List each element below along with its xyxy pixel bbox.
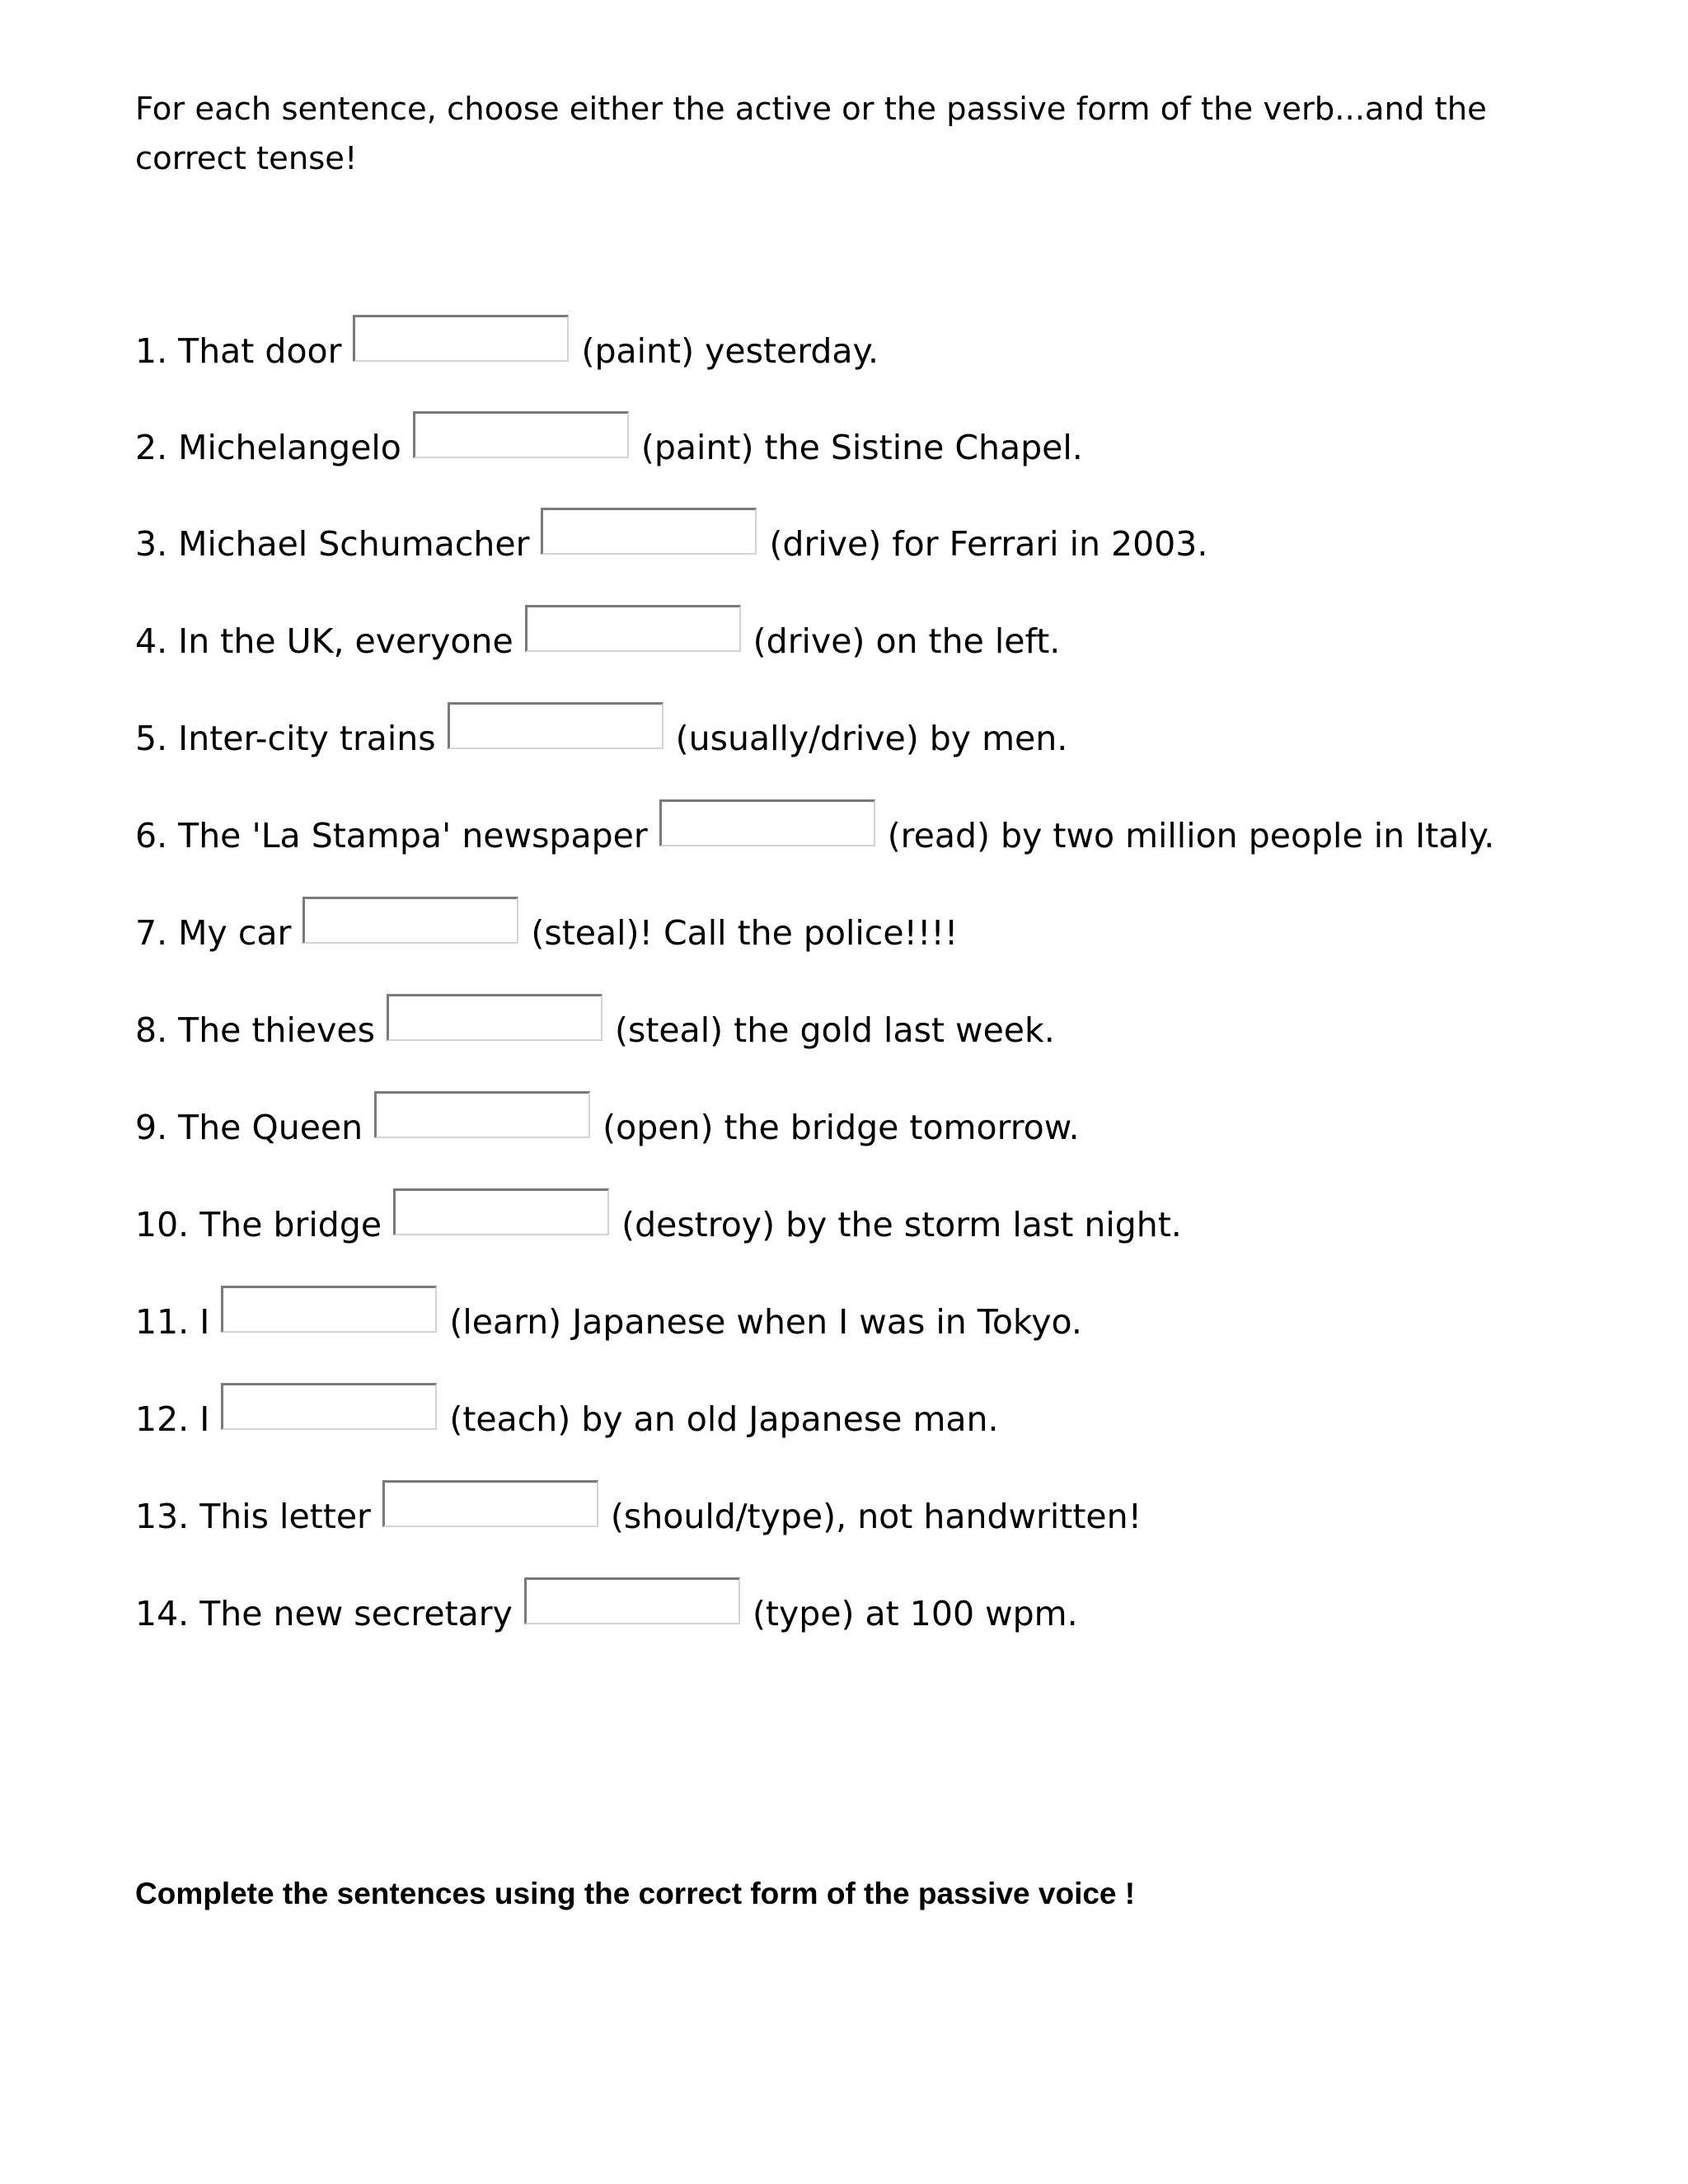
question-10 [135,1188,1182,1246]
question-suffix: (usually/drive) by men. [675,719,1068,758]
question-suffix: (steal)! Call the police!!!! [531,913,959,953]
answer-input-12[interactable] [221,1383,437,1430]
question-7 [135,897,958,954]
question-11 [135,1286,1082,1343]
answer-input-7[interactable] [302,897,518,944]
question-suffix: (type) at 100 wpm. [752,1594,1078,1633]
question-suffix: (steal) the gold last week. [614,1010,1055,1050]
answer-input-6[interactable] [659,799,875,846]
question-14 [135,1577,1078,1635]
answer-input-9[interactable] [374,1091,590,1138]
question-suffix: (should/type), not handwritten! [610,1497,1142,1536]
question-prefix: 13. This letter [135,1497,371,1536]
answer-input-3[interactable] [541,508,757,555]
question-prefix: 10. The bridge [135,1205,382,1244]
question-prefix: 1. That door [135,331,342,371]
question-prefix: 9. The Queen [135,1108,363,1147]
answer-input-10[interactable] [393,1188,609,1235]
answer-input-8[interactable] [387,994,603,1041]
question-prefix: 2. Michelangelo [135,428,401,467]
footer-instruction: Complete the sentences using the correct form of the passive voice ! [135,1877,1136,1910]
question-suffix: (drive) for Ferrari in 2003. [769,524,1208,564]
question-suffix: (learn) Japanese when I was in Tokyo. [449,1302,1082,1342]
question-prefix: 5. Inter-city trains [135,719,436,758]
question-1 [135,315,879,373]
question-prefix: 3. Michael Schumacher [135,524,530,564]
question-8 [135,994,1055,1052]
instructions-text: For each sentence, choose either the active or the passive form of the verb...and the correct tense! [135,91,1487,177]
question-prefix: 14. The new secretary [135,1594,513,1633]
answer-input-5[interactable] [448,702,663,749]
question-9 [135,1091,1080,1149]
question-suffix: (open) the bridge tomorrow. [603,1108,1080,1147]
answer-input-1[interactable] [353,315,569,362]
question-prefix: 12. I [135,1399,210,1439]
question-suffix: (paint) yesterday. [581,331,879,371]
question-3 [135,508,1207,565]
question-prefix: 4. In the UK, everyone [135,621,513,661]
question-suffix: (read) by two million people in Italy. [887,816,1495,855]
question-6 [135,799,1494,857]
question-prefix: 8. The thieves [135,1010,375,1050]
question-prefix: 6. The 'La Stampa' newspaper [135,816,648,855]
answer-input-14[interactable] [524,1577,740,1624]
question-suffix: (drive) on the left. [753,621,1061,661]
question-suffix: (teach) by an old Japanese man. [449,1399,999,1439]
question-suffix: (paint) the Sistine Chapel. [640,428,1083,467]
answer-input-2[interactable] [413,411,629,458]
answer-input-13[interactable] [382,1480,598,1527]
question-5 [135,702,1067,760]
question-2 [135,411,1083,469]
question-13 [135,1480,1142,1538]
question-prefix: 11. I [135,1302,210,1342]
answer-input-4[interactable] [525,605,741,652]
question-prefix: 7. My car [135,913,292,953]
question-suffix: (destroy) by the storm last night. [621,1205,1182,1244]
question-12 [135,1383,999,1441]
answer-input-11[interactable] [221,1286,437,1333]
question-4 [135,605,1060,663]
